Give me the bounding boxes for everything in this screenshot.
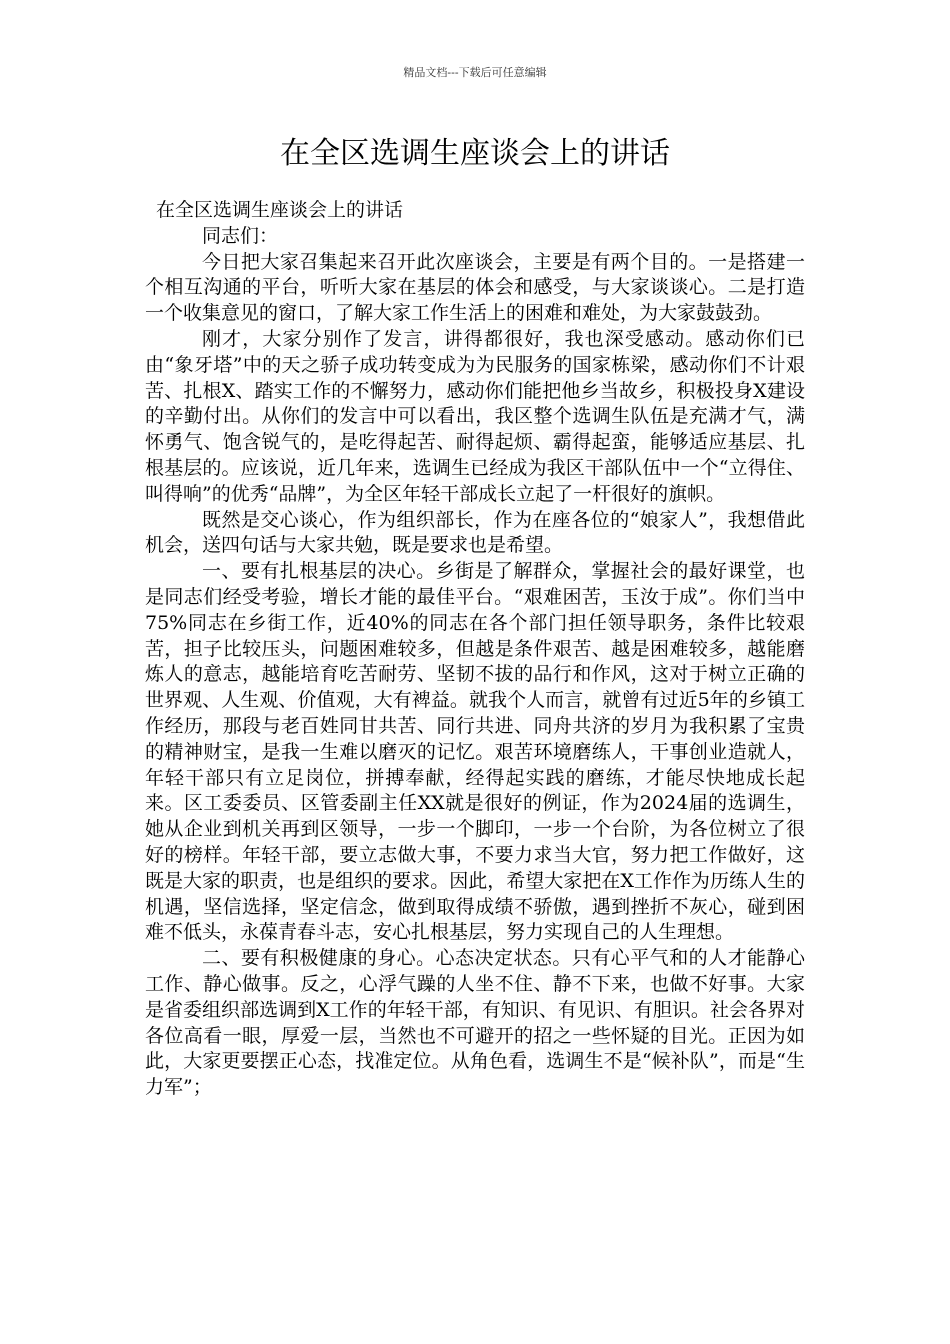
paragraph-point-two: 二、要有积极健康的身心。心态决定状态。只有心平气和的人才能静心工作、静心做事。反之，心浮气躁的人坐不住、静不下来，也做不好事。大家是省委组织部选调到X工作的年轻干部，有知识、有见识、有胆识。社会各界对各位高看一眼，厚爱一层，当然也不可避开的招之一些怀疑的目光。正因为如此，大家更要摆正心态，找准定位。从角色看，选调生不是“候补队”，而是“生力军”； (145, 947, 805, 1099)
paragraph-intro: 今日把大家召集起来召开此次座谈会，主要是有两个目的。一是搭建一个相互沟通的平台，听听大家在基层的体会和感受，与大家谈谈心。二是打造一个收集意见的窗口，了解大家工作生活上的困难和难处，为大家鼓鼓劲。 (145, 250, 805, 325)
document-subtitle: 在全区选调生座谈会上的讲话 (156, 199, 404, 221)
header-note: 精品文档---下载后可任意编辑 (403, 66, 547, 79)
paragraph-four-sayings: 既然是交心谈心，作为组织部长，作为在座各位的“娘家人”，我想借此机会，送四句话与大家共勉，既是要求也是希望。 (145, 508, 805, 557)
paragraph-point-one: 一、要有扎根基层的决心。乡街是了解群众，掌握社会的最好课堂，也是同志们经受考验，增长才能的最佳平台。“艰难困苦，玉汝于成”。你们当中75%同志在乡街工作，近40%的同志在各个部门担任领导职务，条件比较艰苦，担子比较压头，问题困难较多，但越是条件艰苦、越是困难较多，越能磨炼人的意志，越能培育吃苦耐劳、坚韧不拔的品行和作风，这对于树立正确的世界观、人生观、价值观，大有裨益。就我个人而言，就曾有过近5年的乡镇工作经历，那段与老百姓同甘共苦、同行共进、同舟共济的岁月为我积累了宝贵的精神财宝，是我一生难以磨灭的记忆。艰苦环境磨练人，干事创业造就人，年轻干部只有立足岗位，拼搏奉献，经得起实践的磨练，才能尽快地成长起来。区工委委员、区管委副主任XX就是很好的例证，作为2024届的选调生，她从企业到机关再到区领导，一步一个脚印，一步一个台阶，为各位树立了很好的榜样。年轻干部，要立志做大事，不要力求当大官，努力把工作做好，这既是大家的职责，也是组织的要求。因此，希望大家把在X工作作为历练人生的机遇，坚信选择，坚定信念，做到取得成绩不骄傲，遇到挫折不灰心，碰到困难不低头，永葆青春斗志，安心扎根基层，努力实现自己的人生理想。 (145, 560, 805, 944)
salutation: 同志们： (202, 224, 279, 247)
document-body (145, 198, 805, 1101)
document-title: 在全区选调生座谈会上的讲话 (280, 136, 670, 171)
paragraph-speeches: 刚才，大家分别作了发言，讲得都很好，我也深受感动。感动你们已由“象牙塔”中的天之骄子成功转变成为为民服务的国家栋梁，感动你们不计艰苦、扎根X、踏实工作的不懈努力，感动你们能把他乡当故乡，积极投身X建设的辛勤付出。从你们的发言中可以看出，我区整个选调生队伍是充满才气，满怀勇气、饱含锐气的，是吃得起苦、耐得起烦、霸得起蛮，能够适应基层、扎根基层的。应该说，近几年来，选调生已经成为我区干部队伍中一个“立得住、叫得响”的优秀“品牌”，为全区年轻干部成长立起了一杆很好的旗帜。 (145, 327, 805, 505)
